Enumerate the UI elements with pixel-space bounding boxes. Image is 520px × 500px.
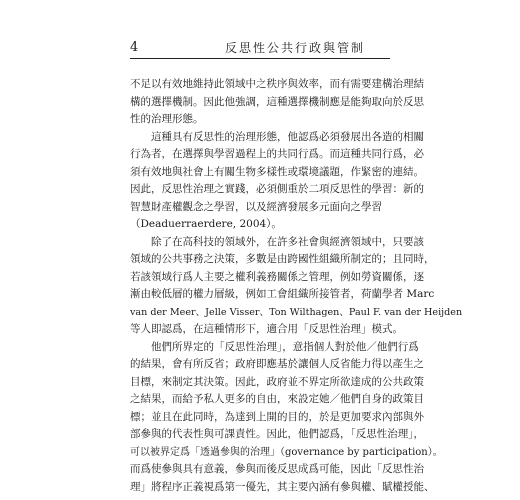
text-line: 漸由較低層的權力層級，例如工會組織所接管者，荷蘭學者 Marc xyxy=(130,288,435,300)
page-number: 4 xyxy=(130,40,139,55)
text-line: van der Meer、Jelle Visser、Ton Wilthagen、Paul F. van der Heijden xyxy=(130,306,463,318)
text-line: 智慧財產權觀念之學習，以及經濟發展多元面向之學習 xyxy=(130,200,382,213)
body-text xyxy=(130,76,463,496)
text-line: 部參與的代表性與可課責性。因此，他們認爲，「反思性治理」， xyxy=(130,428,424,440)
page-header xyxy=(130,38,390,62)
citation-line: （Deaduerraerdere, 2004）。 xyxy=(130,218,282,230)
text-line: 等人即認爲，在這種情形下，適合用「反思性治理」模式。 xyxy=(130,323,403,335)
text-line: 理」將程序正義視爲第一優先，其主要內涵有參與權、賦權授能、 xyxy=(130,480,435,493)
text-line: 標；並且在此同時，為達到上開的目的，於是更加要求內部與外 xyxy=(130,410,424,423)
running-title: 反思性公共行政與管制 xyxy=(225,41,366,55)
text-line: 性的治理形態。 xyxy=(130,113,204,125)
text-line: 行為者，在選擇與學習過程上的共同行爲。而這種共同行爲，必 xyxy=(130,148,424,160)
text-line: 的結果，會有所反省；政府即應基於讓個人反省能力得以產生之 xyxy=(130,358,424,370)
text-line: 可以被界定爲「透過參與的治理」（governance by participation）。 xyxy=(130,446,443,458)
text-line: 因此，反思性治理之實踐，必須側重於二項反思性的學習：新的 xyxy=(130,183,424,195)
text-line: 不足以有效地維持此領域中之秩序與效率，而有需要建構治理結 xyxy=(130,78,424,90)
paragraph-start-line: 除了在高科技的領域外，在許多社會與經濟領域中，只要該 xyxy=(151,235,424,248)
paragraph-start-line: 他們所界定的「反思性治理」，意指個人對於他／他們行爲 xyxy=(151,340,419,353)
text-line: 領域的公共事務之決策，多數是由跨國性組織所制定的；且同時， xyxy=(130,253,435,265)
text-line: 而爲使參與具有意義，參與而後反思成爲可能，因此「反思性治 xyxy=(130,463,424,475)
text-line: 目標，來制定其決策。因此，政府並不界定所欲達成的公共政策 xyxy=(130,375,424,388)
text-line: 之結果，而給予私人更多的自由，來設定她／他們自身的政策目 xyxy=(130,393,424,405)
text-line: 須有效地與社會上有關生物多樣性或環境議題，作緊密的連結。 xyxy=(130,165,424,178)
text-line: 若該領域行爲人主要之權利義務關係之管理，例如勞資關係，逐 xyxy=(130,270,424,283)
text-line: 構的選擇機制。因此他強調，這種選擇機制應是能夠取向於反思 xyxy=(130,95,424,108)
paragraph-start-line: 這種具有反思性的治理形態，他認爲必須發展出各造的相關 xyxy=(151,130,424,143)
header-rule xyxy=(130,58,390,59)
